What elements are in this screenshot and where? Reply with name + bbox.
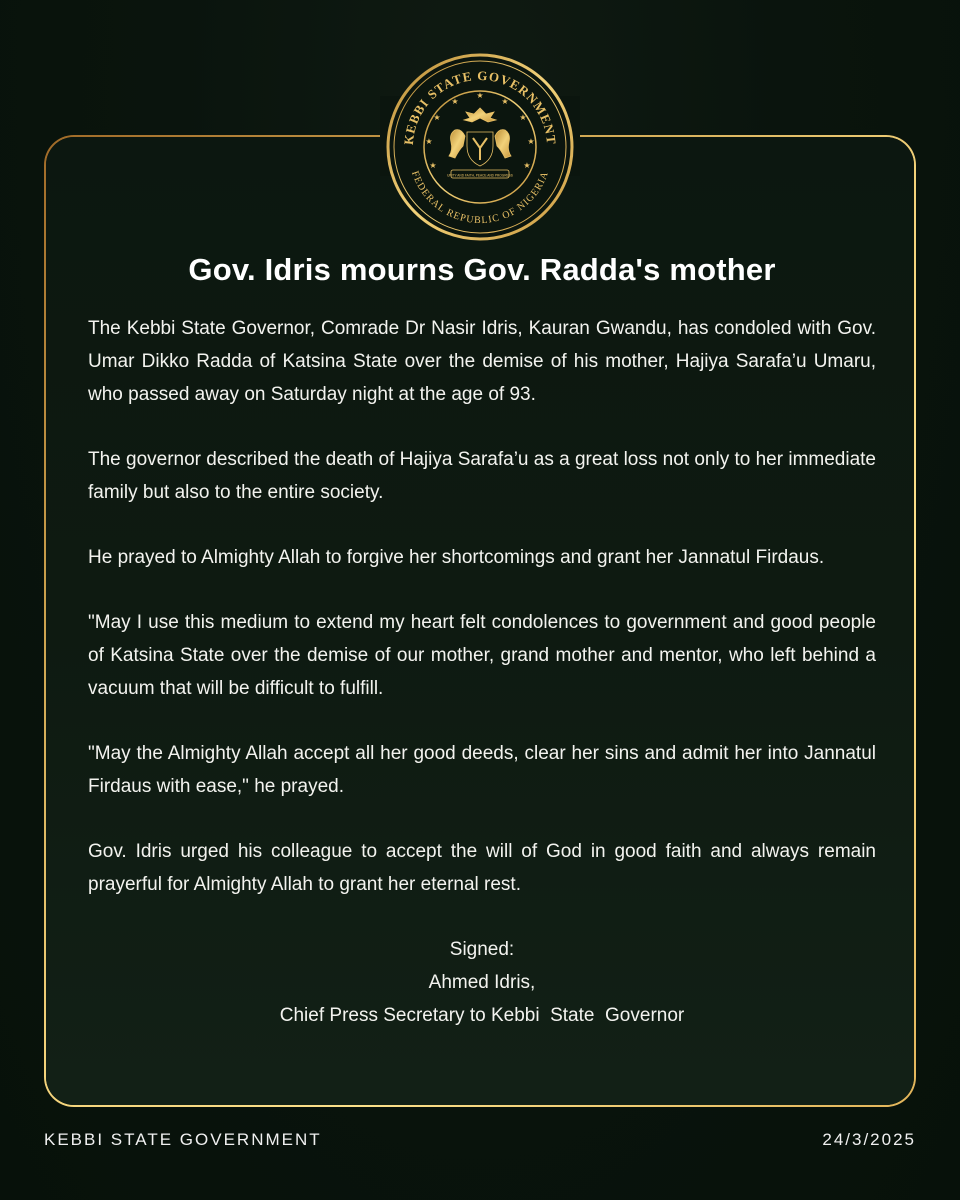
svg-text:★: ★ bbox=[433, 113, 441, 122]
svg-text:★: ★ bbox=[425, 137, 433, 146]
seal-top-text: KEBBI STATE GOVERNMENT bbox=[400, 67, 560, 146]
paragraph-5: "May the Almighty Allah accept all her good deeds, clear her sins and admit her into Jannatul Firdaus with ease," he prayed. bbox=[88, 743, 876, 797]
paragraph-4: "May I use this medium to extend my heart felt condolences to government and good people of Katsina State over the demise of our mother, grand mother and mentor, who left behind a vacuum that will be difficult to fulfill. bbox=[88, 612, 876, 699]
svg-text:★: ★ bbox=[451, 97, 459, 106]
signature-title: Chief Press Secretary to Kebbi State Governor bbox=[279, 1005, 685, 1026]
svg-text:★: ★ bbox=[519, 113, 527, 122]
kebbi-state-seal-logo bbox=[385, 52, 575, 242]
svg-text:★: ★ bbox=[527, 137, 535, 146]
svg-text:★: ★ bbox=[429, 161, 437, 170]
seal-motto: UNITY AND FAITH, PEACE AND PROGRESS bbox=[447, 173, 513, 178]
svg-text:★: ★ bbox=[476, 91, 484, 100]
signature-block bbox=[88, 933, 876, 1032]
footer-date: 24/3/2025 bbox=[822, 1130, 916, 1149]
signature-name: Ahmed Idris, bbox=[428, 972, 536, 993]
footer-organization: KEBBI STATE GOVERNMENT bbox=[44, 1130, 322, 1149]
page-title: Gov. Idris mourns Gov. Radda's mother bbox=[188, 252, 776, 287]
press-release-body bbox=[88, 250, 876, 1032]
signature-label: Signed: bbox=[449, 939, 515, 960]
seal-bottom-text: FEDERAL REPUBLIC OF NIGERIA bbox=[409, 169, 551, 227]
svg-text:★: ★ bbox=[501, 97, 509, 106]
paragraph-6: Gov. Idris urged his colleague to accept the will of God in good faith and always remain prayerful for Almighty Allah to grant her eternal rest. bbox=[88, 841, 876, 895]
paragraph-3: He prayed to Almighty Allah to forgive her shortcomings and grant her Jannatul Firdaus. bbox=[88, 547, 825, 568]
paragraph-1: The Kebbi State Governor, Comrade Dr Nasir Idris, Kauran Gwandu, has condoled with Gov. Umar Dikko Radda of Katsina State over the demise of his mother, Hajiya Sarafa’u Umaru, who passed away on Saturday night at the age of 93. bbox=[88, 318, 876, 405]
svg-text:★: ★ bbox=[523, 161, 531, 170]
paragraph-2: The governor described the death of Hajiya Sarafa’u as a great loss not only to her immediate family but also to the entire society. bbox=[88, 449, 876, 503]
